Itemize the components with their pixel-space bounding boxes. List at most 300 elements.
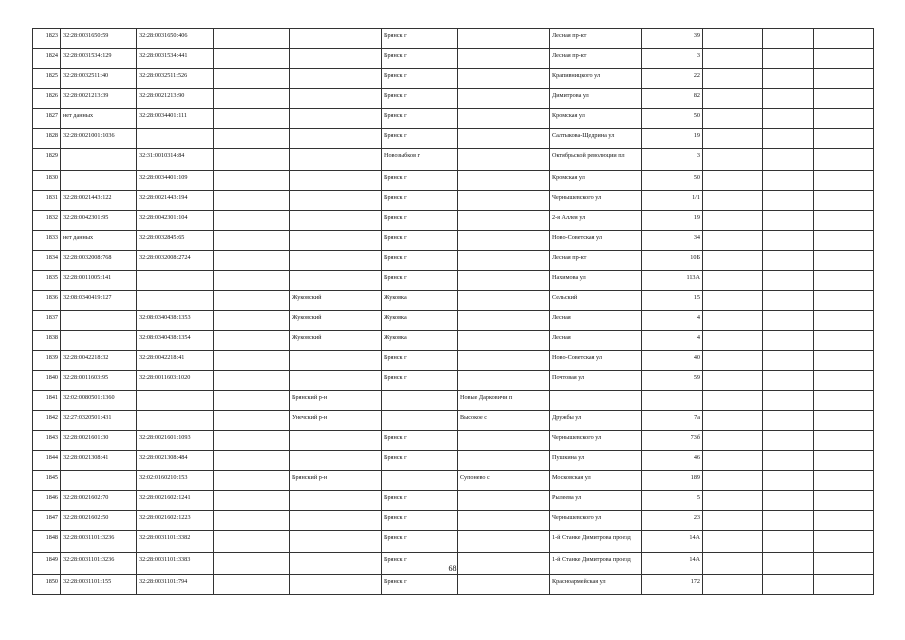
cell-house-number: 22 (642, 69, 703, 89)
cell-street (550, 391, 642, 411)
cell-col-11 (763, 451, 814, 471)
cell-building-cadastral-number: 32:28:0031650:406 (137, 29, 214, 49)
cell-col-4 (214, 511, 290, 531)
cell-col-12 (814, 511, 874, 531)
cell-building-cadastral-number: 32:28:0042301:104 (137, 211, 214, 231)
cell-street: Димитрова ул (550, 89, 642, 109)
cell-settlement (458, 291, 550, 311)
cell-settlement (458, 491, 550, 511)
table-row (33, 231, 874, 251)
cell-settlement (458, 49, 550, 69)
cell-col-10 (703, 531, 763, 553)
cell-house-number: 4 (642, 311, 703, 331)
cell-settlement (458, 251, 550, 271)
cell-district (290, 575, 382, 595)
cell-building-cadastral-number (137, 391, 214, 411)
cell-col-10 (703, 69, 763, 89)
cell-city: Брянск г (382, 351, 458, 371)
cell-col-10 (703, 271, 763, 291)
cell-col-12 (814, 291, 874, 311)
cell-city: Брянск г (382, 69, 458, 89)
cell-cadastral-number: 32:28:0031101:155 (61, 575, 137, 595)
cell-col-10 (703, 29, 763, 49)
cell-city (382, 411, 458, 431)
cell-house-number: 50 (642, 171, 703, 191)
cell-col-4 (214, 149, 290, 171)
cell-settlement: Супонево с (458, 471, 550, 491)
table-row (33, 29, 874, 49)
table-row (33, 451, 874, 471)
cell-col-12 (814, 411, 874, 431)
cell-col-4 (214, 89, 290, 109)
cell-street: Лесная пр-кт (550, 49, 642, 69)
cell-street: Чернышевского ул (550, 511, 642, 531)
cell-building-cadastral-number: 32:28:0042218:41 (137, 351, 214, 371)
cell-house-number: 46 (642, 451, 703, 471)
cell-settlement (458, 511, 550, 531)
cell-row-number: 1849 (33, 553, 61, 575)
cell-district (290, 171, 382, 191)
table-row (33, 575, 874, 595)
cell-col-4 (214, 471, 290, 491)
cell-col-12 (814, 149, 874, 171)
cell-house-number: 1/1 (642, 191, 703, 211)
cell-col-12 (814, 471, 874, 491)
cell-cadastral-number: 32:28:0042218:32 (61, 351, 137, 371)
cell-street: Московская ул (550, 471, 642, 491)
cell-building-cadastral-number: 32:28:0031101:3382 (137, 531, 214, 553)
cell-street: Лесная (550, 311, 642, 331)
cell-col-4 (214, 431, 290, 451)
cell-street: Лесная пр-кт (550, 29, 642, 49)
cell-row-number: 1828 (33, 129, 61, 149)
cell-building-cadastral-number: 32:28:0034401:111 (137, 109, 214, 129)
cell-street: 2-я Аллея ул (550, 211, 642, 231)
cell-col-10 (703, 129, 763, 149)
cell-street: 1-й Станке Димитрова проезд (550, 553, 642, 575)
table-row (33, 191, 874, 211)
cell-house-number: 4 (642, 331, 703, 351)
cell-col-11 (763, 149, 814, 171)
cell-col-11 (763, 431, 814, 451)
cell-house-number: 73б (642, 431, 703, 451)
cell-col-11 (763, 109, 814, 129)
cell-city: Брянск г (382, 211, 458, 231)
cell-settlement (458, 311, 550, 331)
cell-col-4 (214, 191, 290, 211)
cell-city: Брянск г (382, 251, 458, 271)
cell-city: Брянск г (382, 491, 458, 511)
cell-house-number: 23 (642, 511, 703, 531)
cell-row-number: 1825 (33, 69, 61, 89)
table-row (33, 291, 874, 311)
cell-cadastral-number: нет данных (61, 231, 137, 251)
cell-col-11 (763, 69, 814, 89)
cell-col-12 (814, 351, 874, 371)
cell-district (290, 129, 382, 149)
cell-row-number: 1836 (33, 291, 61, 311)
cell-cadastral-number: 32:27:0320501:431 (61, 411, 137, 431)
cell-col-12 (814, 575, 874, 595)
cell-cadastral-number: 32:28:0021602:70 (61, 491, 137, 511)
cell-district (290, 191, 382, 211)
cell-building-cadastral-number: 32:28:0021443:194 (137, 191, 214, 211)
cell-row-number: 1844 (33, 451, 61, 471)
cell-city: Жуковка (382, 331, 458, 351)
cell-cadastral-number: 32:28:0021213:39 (61, 89, 137, 109)
cell-row-number: 1848 (33, 531, 61, 553)
cell-building-cadastral-number: 32:08:0340438:1354 (137, 331, 214, 351)
cell-city: Брянск г (382, 371, 458, 391)
cell-col-11 (763, 391, 814, 411)
cell-district: Жуковский (290, 291, 382, 311)
cell-cadastral-number (61, 171, 137, 191)
cell-street: Лесная (550, 331, 642, 351)
table-row (33, 351, 874, 371)
cell-settlement (458, 171, 550, 191)
table-row (33, 411, 874, 431)
cell-building-cadastral-number: 32:31:0010314:84 (137, 149, 214, 171)
cell-col-11 (763, 511, 814, 531)
cell-cadastral-number: 32:28:0021601:30 (61, 431, 137, 451)
cell-row-number: 1841 (33, 391, 61, 411)
cell-street: Салтыкова-Щедрина ул (550, 129, 642, 149)
cell-settlement (458, 271, 550, 291)
cell-settlement (458, 109, 550, 129)
cell-city: Брянск г (382, 29, 458, 49)
table-row (33, 271, 874, 291)
cell-row-number: 1840 (33, 371, 61, 391)
table-row (33, 391, 874, 411)
table-row (33, 49, 874, 69)
cell-street: Чернышевского ул (550, 191, 642, 211)
cell-house-number: 82 (642, 89, 703, 109)
cell-street: Пушкина ул (550, 451, 642, 471)
cell-col-12 (814, 29, 874, 49)
cell-settlement (458, 89, 550, 109)
cell-city: Брянск г (382, 231, 458, 251)
cell-house-number: 50 (642, 109, 703, 129)
cell-col-10 (703, 89, 763, 109)
cell-house-number: 10Б (642, 251, 703, 271)
cell-cadastral-number: 32:28:0031101:3236 (61, 531, 137, 553)
cell-col-4 (214, 311, 290, 331)
cell-district (290, 211, 382, 231)
cell-cadastral-number: 32:28:0031101:3236 (61, 553, 137, 575)
cell-col-4 (214, 171, 290, 191)
table-row (33, 109, 874, 129)
cell-col-10 (703, 371, 763, 391)
cell-district (290, 511, 382, 531)
cell-col-10 (703, 471, 763, 491)
cell-settlement (458, 29, 550, 49)
cell-district: Брянский р-н (290, 471, 382, 491)
cell-col-12 (814, 431, 874, 451)
cell-city (382, 391, 458, 411)
cell-house-number: 19 (642, 211, 703, 231)
table-row (33, 431, 874, 451)
cell-district (290, 49, 382, 69)
cell-district (290, 251, 382, 271)
cell-building-cadastral-number: 32:28:0021601:1093 (137, 431, 214, 451)
cell-row-number: 1832 (33, 211, 61, 231)
cell-col-12 (814, 311, 874, 331)
cell-street: 1-й Станке Димитрова проезд (550, 531, 642, 553)
cell-city (382, 471, 458, 491)
cell-settlement: Новые Дарковичи п (458, 391, 550, 411)
cell-building-cadastral-number: 32:28:0032511:526 (137, 69, 214, 89)
cell-settlement (458, 575, 550, 595)
cell-street: Кромская ул (550, 171, 642, 191)
cell-building-cadastral-number: 32:28:0021602:1241 (137, 491, 214, 511)
cell-settlement (458, 129, 550, 149)
cell-house-number: 34 (642, 231, 703, 251)
cell-district (290, 351, 382, 371)
cell-house-number: 39 (642, 29, 703, 49)
cell-col-12 (814, 211, 874, 231)
cell-cadastral-number: 32:28:0032511:40 (61, 69, 137, 89)
cell-row-number: 1842 (33, 411, 61, 431)
cell-cadastral-number: 32:28:0021001:1036 (61, 129, 137, 149)
cell-street: Красноармейская ул (550, 575, 642, 595)
cell-col-4 (214, 451, 290, 471)
table-row (33, 251, 874, 271)
cell-row-number: 1847 (33, 511, 61, 531)
cell-cadastral-number: нет данных (61, 109, 137, 129)
cell-col-11 (763, 231, 814, 251)
cell-cadastral-number: 32:28:0011603:95 (61, 371, 137, 391)
cell-col-11 (763, 29, 814, 49)
cell-settlement (458, 231, 550, 251)
cell-col-10 (703, 191, 763, 211)
cell-settlement: Высокое с (458, 411, 550, 431)
cell-row-number: 1838 (33, 331, 61, 351)
cell-house-number: 14А (642, 531, 703, 553)
cell-city: Жуковка (382, 311, 458, 331)
cell-cadastral-number (61, 311, 137, 331)
cell-cadastral-number: 32:28:0011005:141 (61, 271, 137, 291)
cell-cadastral-number: 32:28:0021443:122 (61, 191, 137, 211)
cell-col-10 (703, 491, 763, 511)
cell-district (290, 69, 382, 89)
cell-building-cadastral-number: 32:28:0031101:794 (137, 575, 214, 595)
cell-col-10 (703, 331, 763, 351)
cell-col-12 (814, 251, 874, 271)
cell-building-cadastral-number: 32:28:0011603:1020 (137, 371, 214, 391)
cell-col-10 (703, 351, 763, 371)
cell-row-number: 1824 (33, 49, 61, 69)
cell-col-12 (814, 451, 874, 471)
table-row (33, 511, 874, 531)
cell-col-10 (703, 511, 763, 531)
cell-district (290, 451, 382, 471)
cell-col-11 (763, 251, 814, 271)
cell-col-4 (214, 575, 290, 595)
cell-col-10 (703, 291, 763, 311)
cell-col-11 (763, 575, 814, 595)
table-row (33, 129, 874, 149)
cell-building-cadastral-number: 32:28:0021308:484 (137, 451, 214, 471)
cell-col-11 (763, 89, 814, 109)
cell-cadastral-number: 32:08:0340419:127 (61, 291, 137, 311)
cell-col-4 (214, 351, 290, 371)
cell-city: Брянск г (382, 451, 458, 471)
cell-street: Дружбы ул (550, 411, 642, 431)
cell-district (290, 149, 382, 171)
cell-city: Брянск г (382, 511, 458, 531)
cell-row-number: 1850 (33, 575, 61, 595)
cell-col-11 (763, 129, 814, 149)
cell-col-4 (214, 129, 290, 149)
cell-col-11 (763, 191, 814, 211)
cell-street: Чернышевского ул (550, 431, 642, 451)
cell-house-number: 15 (642, 291, 703, 311)
cell-settlement (458, 331, 550, 351)
cell-row-number: 1831 (33, 191, 61, 211)
cell-col-11 (763, 411, 814, 431)
cell-cadastral-number: 32:28:0031650:59 (61, 29, 137, 49)
cell-house-number: 3 (642, 49, 703, 69)
table-row (33, 69, 874, 89)
cell-col-11 (763, 171, 814, 191)
cell-col-12 (814, 231, 874, 251)
cell-settlement (458, 531, 550, 553)
cell-col-12 (814, 69, 874, 89)
cell-col-4 (214, 331, 290, 351)
cell-street: Кромская ул (550, 109, 642, 129)
cell-col-4 (214, 531, 290, 553)
cell-col-12 (814, 191, 874, 211)
cell-cadastral-number: 32:28:0021602:50 (61, 511, 137, 531)
cell-cadastral-number: 32:28:0031534:129 (61, 49, 137, 69)
cell-city: Брянск г (382, 109, 458, 129)
cell-street: Крапивницкого ул (550, 69, 642, 89)
cell-col-11 (763, 351, 814, 371)
cell-cadastral-number: 32:02:0080501:1360 (61, 391, 137, 411)
cell-row-number: 1835 (33, 271, 61, 291)
cell-cadastral-number (61, 471, 137, 491)
cell-street: Ново-Советская ул (550, 231, 642, 251)
cell-street: Рылеева ул (550, 491, 642, 511)
cell-col-4 (214, 109, 290, 129)
cell-col-10 (703, 411, 763, 431)
cell-city: Брянск г (382, 171, 458, 191)
cell-cadastral-number: 32:28:0021308:41 (61, 451, 137, 471)
cell-col-12 (814, 89, 874, 109)
cell-col-10 (703, 431, 763, 451)
cell-house-number: 5 (642, 491, 703, 511)
cell-street: Почтовая ул (550, 371, 642, 391)
cell-col-4 (214, 69, 290, 89)
cell-settlement (458, 211, 550, 231)
cell-cadastral-number: 32:28:0042301:95 (61, 211, 137, 231)
cell-col-4 (214, 291, 290, 311)
cell-col-10 (703, 109, 763, 129)
cell-district (290, 29, 382, 49)
cell-building-cadastral-number: 32:08:0340438:1353 (137, 311, 214, 331)
cell-settlement (458, 431, 550, 451)
cell-row-number: 1834 (33, 251, 61, 271)
cell-building-cadastral-number: 32:28:0032845:65 (137, 231, 214, 251)
cell-city: Брянск г (382, 575, 458, 595)
cell-col-11 (763, 311, 814, 331)
table-row (33, 149, 874, 171)
cell-house-number: 40 (642, 351, 703, 371)
cell-district (290, 531, 382, 553)
cell-col-4 (214, 231, 290, 251)
table-row (33, 531, 874, 553)
cell-district: Жуковский (290, 331, 382, 351)
cell-row-number: 1843 (33, 431, 61, 451)
cell-row-number: 1829 (33, 149, 61, 171)
cell-col-10 (703, 391, 763, 411)
cell-building-cadastral-number: 32:02:0160210:153 (137, 471, 214, 491)
cell-district (290, 491, 382, 511)
cell-col-4 (214, 29, 290, 49)
table-row (33, 171, 874, 191)
cell-settlement (458, 191, 550, 211)
cell-house-number: 14А (642, 553, 703, 575)
cell-district (290, 231, 382, 251)
cell-col-4 (214, 251, 290, 271)
cell-building-cadastral-number: 32:28:0032008:2724 (137, 251, 214, 271)
table-row (33, 211, 874, 231)
cell-street: Сельский (550, 291, 642, 311)
cell-house-number: 172 (642, 575, 703, 595)
cell-district (290, 109, 382, 129)
cell-row-number: 1826 (33, 89, 61, 109)
cell-district: Унечский р-н (290, 411, 382, 431)
cell-col-10 (703, 231, 763, 251)
cell-city: Новозыбков г (382, 149, 458, 171)
cell-col-11 (763, 211, 814, 231)
cell-col-12 (814, 391, 874, 411)
cell-building-cadastral-number: 32:28:0021602:1223 (137, 511, 214, 531)
table-row (33, 371, 874, 391)
cell-city: Брянск г (382, 89, 458, 109)
cell-building-cadastral-number (137, 411, 214, 431)
cell-street: Нахимова ул (550, 271, 642, 291)
cell-settlement (458, 451, 550, 471)
cell-street: Лесная пр-кт (550, 251, 642, 271)
cell-building-cadastral-number (137, 271, 214, 291)
cell-city: Брянск г (382, 271, 458, 291)
cell-col-12 (814, 129, 874, 149)
table-row (33, 491, 874, 511)
cell-col-10 (703, 49, 763, 69)
cell-settlement (458, 149, 550, 171)
cell-row-number: 1830 (33, 171, 61, 191)
cell-col-12 (814, 271, 874, 291)
cell-city: Брянск г (382, 553, 458, 575)
cell-col-11 (763, 291, 814, 311)
cell-house-number: 7а (642, 411, 703, 431)
cell-col-12 (814, 491, 874, 511)
cell-row-number: 1846 (33, 491, 61, 511)
cell-building-cadastral-number: 32:28:0034401:109 (137, 171, 214, 191)
cell-row-number: 1833 (33, 231, 61, 251)
cell-cadastral-number: 32:28:0032008:768 (61, 251, 137, 271)
cell-city: Брянск г (382, 531, 458, 553)
cell-col-10 (703, 211, 763, 231)
cell-col-4 (214, 391, 290, 411)
cell-col-12 (814, 171, 874, 191)
cell-row-number: 1837 (33, 311, 61, 331)
cell-col-10 (703, 575, 763, 595)
cell-building-cadastral-number: 32:28:0031534:441 (137, 49, 214, 69)
cell-house-number: 3 (642, 149, 703, 171)
cell-settlement (458, 371, 550, 391)
